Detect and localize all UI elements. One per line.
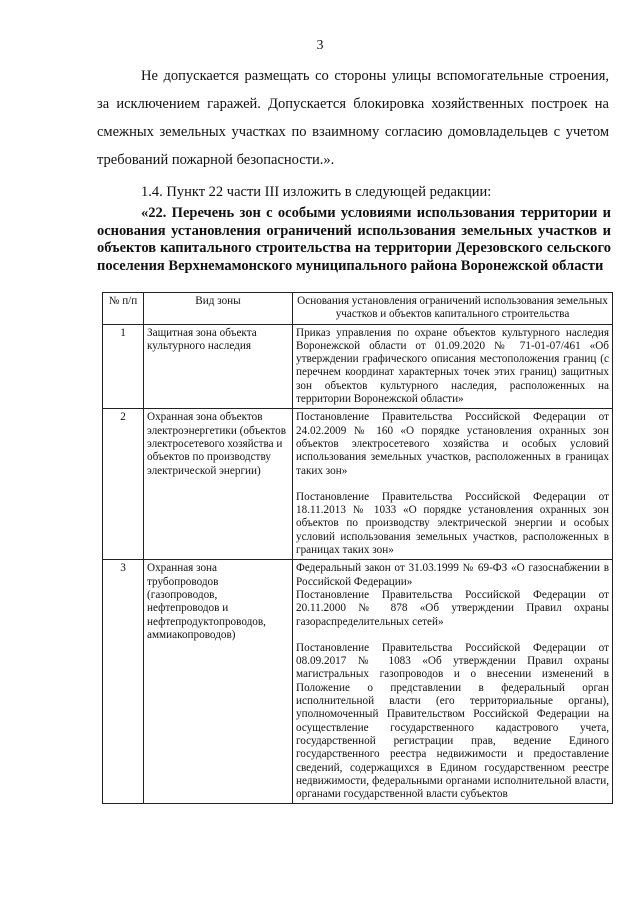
header-basis: Основания установления ограничений использования земельных участков и объектов капитального строительства xyxy=(293,293,613,325)
basis-document: Приказ управления по охране объектов культурного наследия Воронежской области от 01.09.2020 № 71-01-07/461 «Об утверждении графического описания местоположения границ (с перечнем координат характерных точек этих границ) защитных зон объектов культурного наследия, расположенных на территории Воронежской области» xyxy=(296,326,609,406)
zones-table xyxy=(102,292,613,804)
header-number: № п/п xyxy=(103,293,144,325)
table-row xyxy=(103,409,613,560)
basis-cell xyxy=(293,324,613,409)
page-number: 3 xyxy=(316,38,324,53)
table-header-row xyxy=(103,293,613,325)
zone-type: Охранная зона объектов электроэнергетики (объектов электросетевого хозяйства и объектов по производству электрической энергии) xyxy=(144,409,293,560)
paragraph-outbuildings: Не допускается размещать со стороны улицы вспомогательные строения, за исключением гаражей. Допускается блокировка хозяйственных построек на смежных земельных участках по взаимному согласию домовладельцев с учетом требований пожарной безопасности.». xyxy=(97,68,609,168)
row-number: 2 xyxy=(103,409,144,560)
basis-document: Постановление Правительства Российской Федерации от 20.11.2000 № 878 «Об утверждении Правил охраны газораспределительных сетей» xyxy=(296,588,609,628)
zone-type: Охранная зона трубопроводов (газопроводов, нефтепроводов и нефтепродуктопроводов, аммиакопроводов) xyxy=(144,560,293,804)
basis-document: Постановление Правительства Российской Федерации от 18.11.2013 № 1033 «О порядке установления охранных зон объектов по производству электрической энергии и особых условий использования земельных участков, расположенных в границах таких зон» xyxy=(296,490,609,557)
basis-cell xyxy=(293,409,613,560)
zone-type: Защитная зона объекта культурного наследия xyxy=(144,324,293,409)
table-row xyxy=(103,324,613,409)
row-number: 1 xyxy=(103,324,144,409)
basis-document: Федеральный закон от 31.03.1999 № 69-ФЗ «О газоснабжении в Российской Федерации» xyxy=(296,562,609,588)
section-22-heading: «22. Перечень зон с особыми условиями использования территории и основания установления ограничений использования земельных участков и объектов капитального строительства на территории Дерезовского сельского поселения Верхнемамонского муниципального района Воронежской области xyxy=(97,205,611,274)
basis-document: Постановление Правительства Российской Федерации от 24.02.2009 № 160 «О порядке установления охранных зон объектов электросетевого хозяйства и особых условий использования земельных участков, расположенных в границах таких зон» xyxy=(296,411,609,477)
basis-cell xyxy=(293,560,613,804)
header-zone-type: Вид зоны xyxy=(144,293,293,325)
row-number: 3 xyxy=(103,560,144,804)
table-row xyxy=(103,560,613,804)
basis-document: Постановление Правительства Российской Федерации от 08.09.2017 № 1083 «Об утверждении Правил охраны магистральных газопроводов и о внесении изменений в Положение о представлении в федеральный орган исполнительной власти (его территориальные органы), уполномоченный Правительством Российской Федерации на осуществление государственного кадастрового учета, государственной регистрации прав, ведение Единого государственного реестра недвижимости и предоставление сведений, содержащихся в Едином государственном реестре недвижимости, федеральными органами исполнительной власти, органами государственной власти субъектов xyxy=(296,641,609,801)
paragraph-item-1-4: 1.4. Пункт 22 части III изложить в следующей редакции: xyxy=(141,184,492,200)
